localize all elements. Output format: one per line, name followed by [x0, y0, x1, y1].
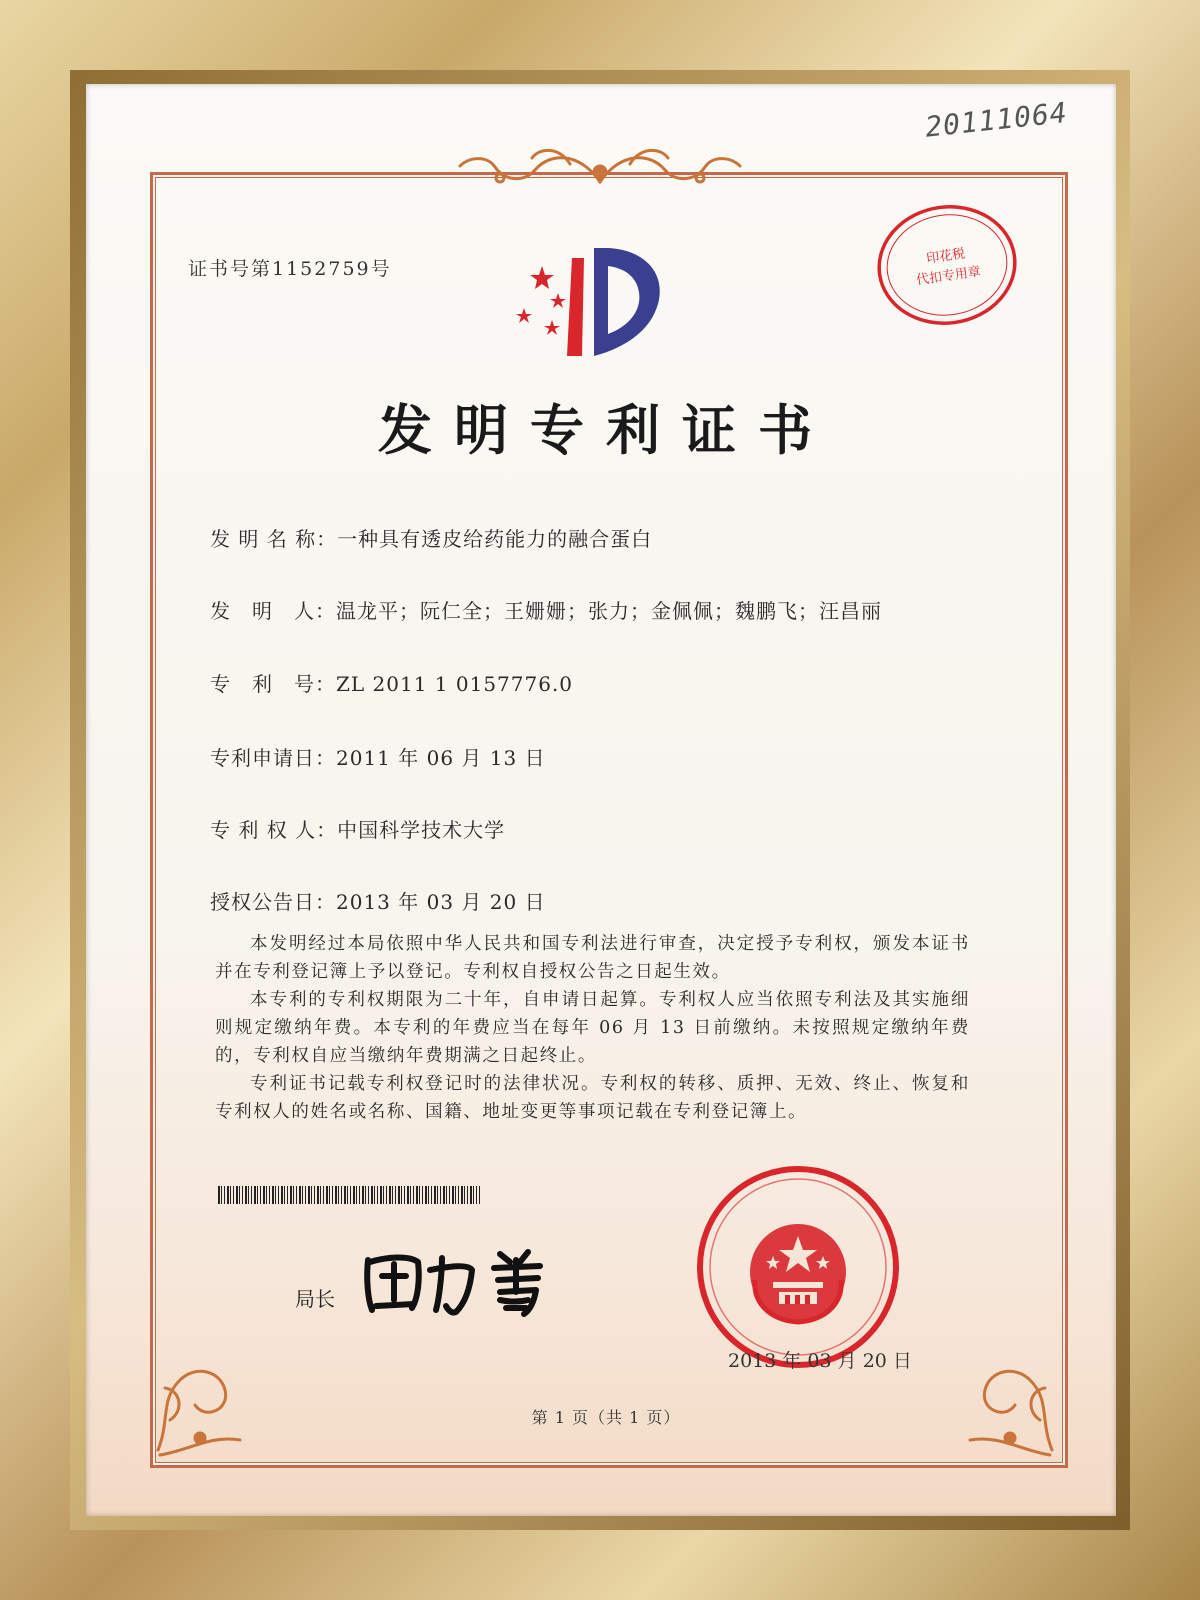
field-patentee	[210, 814, 505, 843]
page-footer: 第 1 页（共 1 页）	[531, 1408, 681, 1427]
field-label: 授权公告日：	[210, 890, 336, 914]
field-value: 2011 年 06 月 13 日	[336, 746, 546, 770]
field-value: 中国科学技术大学	[337, 818, 506, 842]
field-label: 专利申请日：	[210, 746, 336, 770]
director-signature	[360, 1240, 580, 1320]
field-label: 专 利 权 人：	[210, 818, 338, 842]
certificate-number: 证书号第1152759号	[188, 258, 392, 280]
field-label: 专 利 号：	[210, 672, 336, 696]
tax-seal-line1: 印花税	[925, 246, 967, 267]
seal-date: 2013 年 03 月 20 日	[728, 1350, 912, 1372]
handwritten-number: 20111064	[923, 95, 1070, 144]
field-value: ZL 2011 1 0157776.0	[336, 672, 574, 696]
top-ornament	[440, 142, 760, 194]
field-grant-date	[210, 886, 546, 915]
field-inventors	[210, 595, 882, 624]
field-value: 一种具有透皮给药能力的融合蛋白	[337, 527, 653, 551]
bottom-left-ornament	[150, 1310, 260, 1460]
field-value: 2013 年 03 月 20 日	[336, 890, 546, 914]
field-application-date	[210, 742, 546, 771]
field-label: 发 明 名 称：	[210, 527, 338, 551]
field-invention-name	[210, 523, 652, 552]
director-label: 局长	[295, 1287, 335, 1311]
certificate-title: 发明专利证书	[378, 398, 834, 462]
field-patent-number	[210, 668, 573, 697]
patent-office-logo	[512, 238, 672, 363]
official-seal	[693, 1162, 903, 1372]
paragraph-1: 本发明经过本局依照中华人民共和国专利法进行审查，决定授予专利权，颁发本证书并在专利登记簿上予以登记。专利权自授权公告之日起生效。	[215, 934, 970, 982]
tax-stamp-seal	[872, 200, 1022, 330]
barcode	[218, 1186, 480, 1204]
paragraph-3: 专利证书记载专利权登记时的法律状况。专利权的转移、质押、无效、终止、恢复和专利权人的姓名或名称、国籍、地址变更等事项记载在专利登记簿上。	[215, 1074, 970, 1122]
field-value: 温龙平；阮仁全；王姗姗；张力；金佩佩；魏鹏飞；汪昌丽	[336, 599, 882, 623]
paragraph-2: 本专利的专利权期限为二十年，自申请日起算。专利权人应当依照专利法及其实施细则规定缴纳年费。本专利的年费应当在每年 06 月 13 日前缴纳。未按照规定缴纳年费的，专利权自应当缴纳年费期满之日起终止。	[215, 990, 970, 1066]
bottom-right-ornament	[950, 1310, 1060, 1460]
field-label: 发 明 人：	[210, 599, 336, 623]
tax-seal-line2: 代扣专用章	[915, 264, 982, 289]
